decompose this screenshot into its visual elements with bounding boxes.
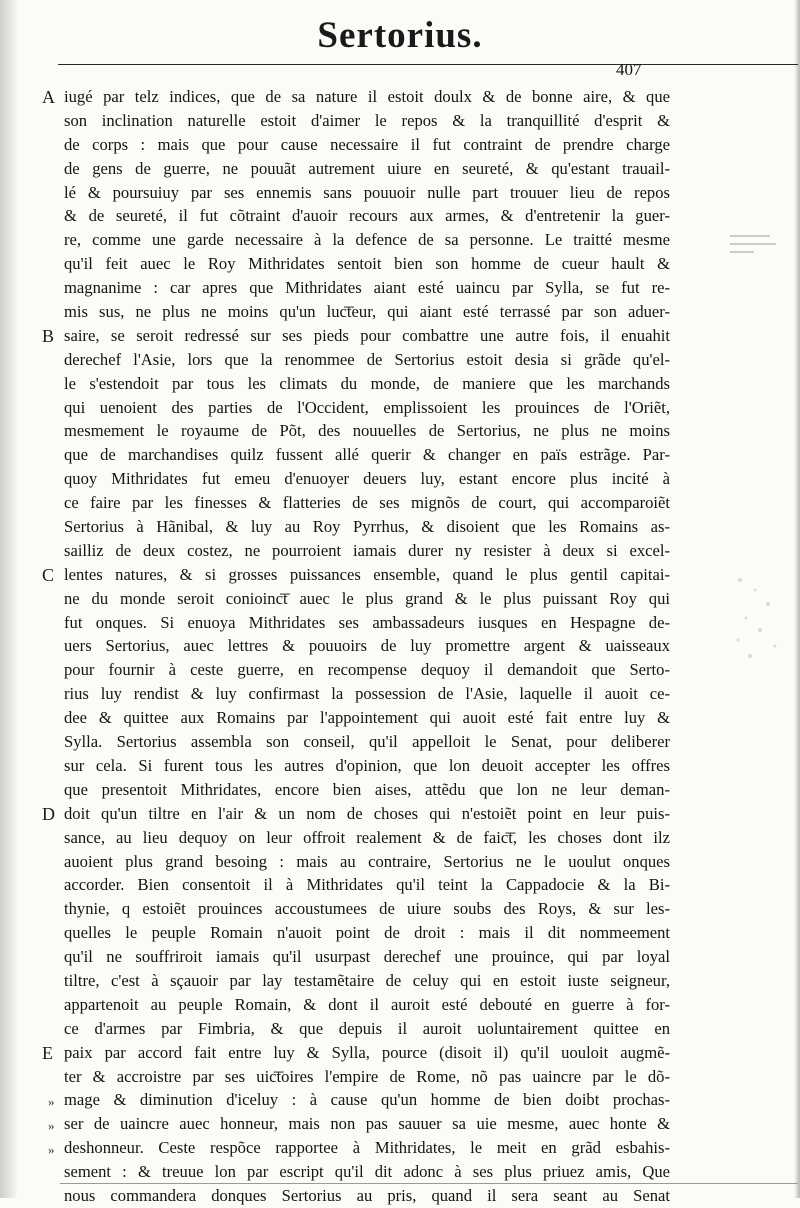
text-line: qui uenoient des parties de l'Occident, emplissoient les prouinces de l'Oriẽt, [64,397,670,417]
text-line: sement : & treuue lon par escript qu'il dit adonc à ses plus priuez amis, Que [64,1162,670,1182]
text-line: que de marchandises quilz fussent allé querir & changer en païs estrãge. Par- [64,445,670,465]
text-line: qu'il ne souffriroit iamais qu'il usurpast derechef une prouince, qui par loyal [64,947,670,967]
text-line: tiltre, c'est à sçauoir par lay testamẽtaire de celuy qui en estoit iuste seigneur, [64,970,670,990]
bottom-rule [60,1183,798,1184]
body-text [64,85,670,1208]
section-marker: B [42,326,55,346]
text-line: auoient plus grand besoing : mais au contraire, Sertorius ne le uoulut onques [64,851,670,871]
text-line: ce d'armes par Fimbria, & que depuis il auroit uoluntairement quittee en [64,1018,670,1038]
text-line: mage & diminution d'iceluy : à cause qu'un homme de bien doibt prochas- [64,1090,670,1110]
section-marker: D [42,804,55,824]
running-title: Sertorius. [317,15,483,56]
text-line: le s'estendoit par tous les climats du monde, de maniere que les marchands [64,373,670,393]
show-through-ink [720,560,790,680]
section-marker: E [42,1043,53,1063]
text-line: qu'il feit auec le Roy Mithridates sentoit bien son homme de cueur hault & [64,254,670,274]
text-line: pour fournir à ceste guerre, en recompense dequoy il demandoit que Serto- [64,660,670,680]
text-line: lentes natures, & si grosses puissances ensemble, quand le plus gentil capitai- [64,564,670,584]
quotation-marker: » [48,1141,55,1157]
page-edge [794,0,800,1198]
text-line: Sertorius à Hãnibal, & luy au Roy Pyrrhus, & disoient que les Romains as- [64,517,670,537]
text-line: fut onques. Si enuoya Mithridates ses ambassadeurs iusques en Hespagne de- [64,612,670,632]
text-line: & de seureté, il fut cõtraint d'auoir recours aux armes, & d'entretenir la guer- [64,206,670,226]
text-line: mesmement le royaume de Põt, des nouuelles de Sertorius, ne plus ne moins [64,421,670,441]
text-line: ce faire par les finesses & flatteries de ses mignõs de court, qui accomparoiẽt [64,493,670,513]
text-line: sailliz de deux costez, ne pourroient iamais durer ny resister à deux si excel- [64,540,670,560]
text-line: mis sus, ne plus ne moins qu'un luc͞teur, qui aiant esté terrassé par son aduer- [64,302,670,322]
text-line: sance, au lieu dequoy on leur offroit realement & de faic͞t, les choses dont ilz [64,827,670,847]
quotation-marker: » [48,1093,55,1109]
header-rule [58,64,798,65]
text-line: quoy Mithridates fut emeu d'enuoyer deuers luy, estant encore plus incité à [64,469,670,489]
text-line: dee & quittee aux Romains par l'appointement qui auoit esté fait entre luy & [64,708,670,728]
margin-note-bleed [726,225,784,283]
text-line: derechef l'Asie, lors que la renommee de Sertorius estoit desia si grãde qu'el- [64,349,670,369]
page-number: 407 [616,60,642,79]
text-line: thynie, q estoiẽt prouinces accoustumees de uiure soubs des Roys, & sur les- [64,899,670,919]
text-line: lé & poursuiuy par ses ennemis sans pouuoir nulle part trouuer lieu de repos [64,182,670,202]
text-line: sur cela. Si furent tous les autres d'opinion, que lon deuoit accepter les offres [64,755,670,775]
section-marker: C [42,565,55,585]
text-line: magnanime : car apres que Mithridates aiant esté uaincu par Sylla, se fut re- [64,278,670,298]
text-line: deshonneur. Ceste respõce rapportee à Mithridates, le meit en grãd esbahis- [64,1138,670,1158]
text-line: appartenoit au peuple Romain, & dont il auroit esté debouté en guerre à for- [64,994,670,1014]
text-line: uers Sertorius, auec lettres & pouuoirs de luy promettre argent & uaisseaux [64,636,670,656]
text-line: de corps : mais que pour cause necessaire il fut contraint de prendre charge [64,134,670,154]
text-line: saire, se seroit redressé sur ses pieds pour combattre une autre fois, il enuahit [64,325,670,345]
quotation-marker: » [48,1117,55,1133]
text-line: iugé par telz indices, que de sa nature il estoit doulx & de bonne aire, & que [64,87,670,106]
text-line: quelles le peuple Romain n'auoit point de droit : mais il dit nommeement [64,923,670,943]
text-line: Sylla. Sertorius assembla son conseil, qu'il appelloit le Senat, pour deliberer [64,732,670,752]
text-line: ter & accroistre par ses uic͞toires l'empire de Rome, nõ pas uaincre par le dõ- [64,1066,670,1086]
text-line: accorder. Bien consentoit il à Mithridates qu'il teint la Cappadocie & la Bi- [64,875,670,895]
text-line: doit qu'un tiltre en l'air & un nom de choses qui n'estoiẽt point en leur puis- [64,803,670,823]
section-marker: A [42,87,55,107]
text-line: son inclination naturelle estoit d'aimer le repos & la tranquillité d'esprit & [64,110,670,130]
text-line: que presentoit Mithridates, encore bien aises, attẽdu que lon ne leur deman- [64,779,670,799]
text-line: nous commandera donques Sertorius au pris, quand il sera seant au Senat [64,1185,670,1205]
text-line: rius luy rendist & luy confirmast la possession de l'Asie, laquelle il auoit ce- [64,684,670,704]
text-line: ne du monde seroit conioinc͞t auec le plus grand & le plus puissant Roy qui [64,588,670,608]
text-line: paix par accord fait entre luy & Sylla, pource (disoit il) qu'il uouloit augmẽ- [64,1042,670,1062]
text-line: re, comme une garde necessaire à la defence de sa personne. Le traitté mesme [64,230,670,250]
gutter-shadow [0,0,18,1198]
text-line: de gens de guerre, ne pouuãt autrement uiure en seureté, & qu'estant trauail- [64,158,670,178]
text-line: ser de uaincre auec honneur, mais non pas sauuer sa uie mesme, auec honte & [64,1114,670,1134]
